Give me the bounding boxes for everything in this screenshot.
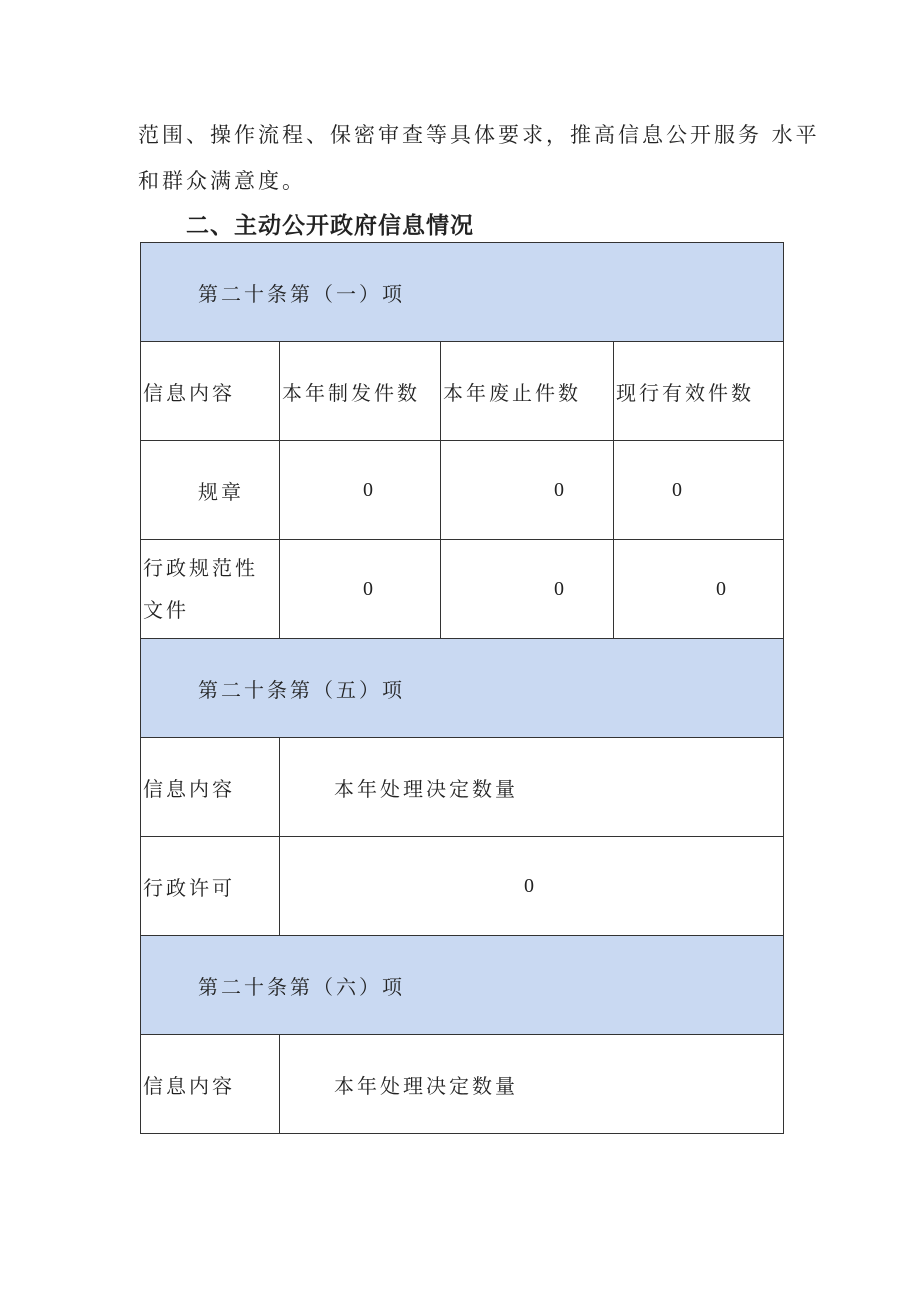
cell-value: 0 — [441, 441, 614, 540]
section-title-3: 第二十条第（六）项 — [141, 936, 784, 1035]
cell-value: 0 — [280, 441, 441, 540]
section-title-1: 第二十条第（一）项 — [141, 243, 784, 342]
intro-paragraph — [138, 112, 820, 204]
header-row — [141, 342, 784, 441]
header-cell-effective: 现行有效件数 — [614, 342, 784, 441]
header-cell-content: 信息内容 — [141, 1035, 280, 1134]
cell-value: 0 — [280, 837, 784, 936]
table-row — [141, 837, 784, 936]
table-row — [141, 540, 784, 639]
section-row-2 — [141, 639, 784, 738]
cell-value: 0 — [614, 540, 784, 639]
header-cell-abolished: 本年废止件数 — [441, 342, 614, 441]
info-table — [140, 242, 784, 1134]
section-row-3 — [141, 936, 784, 1035]
cell-value: 0 — [280, 540, 441, 639]
row-label-line-1: 行政规范性 — [143, 556, 258, 580]
row-label-regulation: 规章 — [141, 441, 280, 540]
row-label-admin-license: 行政许可 — [141, 837, 280, 936]
row-label-normative-docs — [141, 540, 280, 639]
header-cell-decisions: 本年处理决定数量 — [280, 1035, 784, 1134]
section-row-1 — [141, 243, 784, 342]
header-row — [141, 738, 784, 837]
cell-value: 0 — [614, 441, 784, 540]
section-heading: 二、主动公开政府信息情况 — [186, 213, 474, 239]
header-cell-content: 信息内容 — [141, 342, 280, 441]
paragraph-line-2: 和群众满意度。 — [138, 169, 306, 193]
paragraph-line-1: 范围、操作流程、保密审查等具体要求，推高信息公开服务 水平 — [138, 123, 820, 147]
header-cell-content: 信息内容 — [141, 738, 280, 837]
cell-value: 0 — [441, 540, 614, 639]
table-row — [141, 441, 784, 540]
section-title-2: 第二十条第（五）项 — [141, 639, 784, 738]
header-row — [141, 1035, 784, 1134]
header-cell-decisions: 本年处理决定数量 — [280, 738, 784, 837]
header-cell-issued: 本年制发件数 — [280, 342, 441, 441]
row-label-line-2: 文件 — [143, 598, 189, 622]
